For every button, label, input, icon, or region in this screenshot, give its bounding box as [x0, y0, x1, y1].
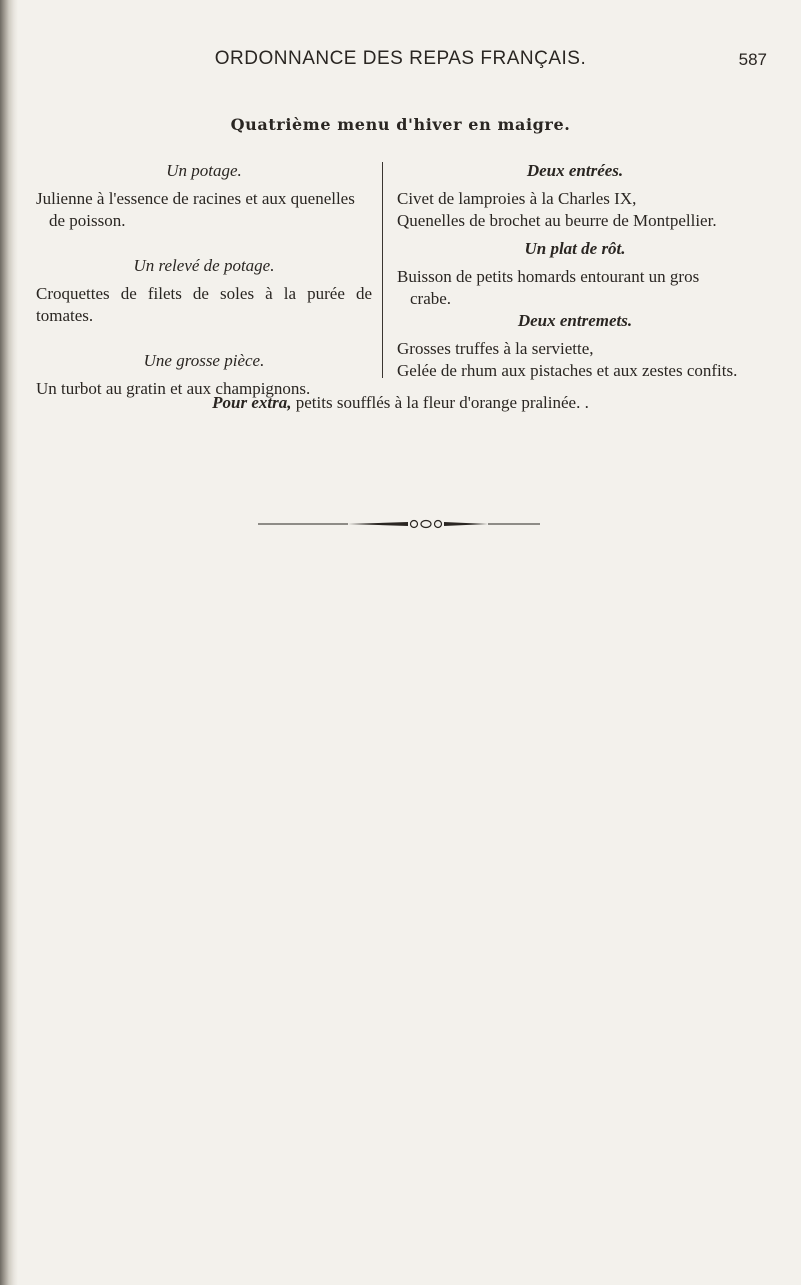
dish-potage [36, 188, 372, 232]
dish-releve [36, 283, 372, 327]
extra-note [0, 393, 801, 413]
section-heading-potage: Un potage. [166, 161, 242, 180]
dish-line: Quenelles de brochet au beurre de Montpellier. [397, 211, 717, 230]
section-heading-entremets: Deux entremets. [517, 311, 633, 330]
extra-lead: Pour extra, [212, 393, 292, 412]
binding-shadow [0, 0, 18, 1285]
menu-title: Quatrième menu d'hiver en maigre. [230, 115, 571, 134]
menu-left-column [36, 160, 372, 400]
dish-line: Gelée de rhum aux pistaches et aux zestes confits. [397, 361, 738, 380]
dish-line: Un turbot au gratin et aux champignons. [36, 379, 311, 398]
ornament-rule-icon [258, 517, 540, 531]
running-head: ORDONNANCE DES REPAS FRANÇAIS. [214, 48, 587, 69]
section-heading-entrees: Deux entrées. [526, 161, 624, 180]
section-heading-rot: Un plat de rôt. [524, 239, 626, 258]
dish-entremets [397, 338, 753, 382]
dish-line: Buisson de petits homards entourant un gros [397, 267, 700, 286]
page-number: 587 [738, 50, 767, 69]
section-heading-grosse-piece: Une grosse pièce. [143, 351, 265, 370]
dish-line: Grosses truffes à la serviette, [397, 339, 594, 358]
dish-line: Civet de lamproies à la Charles IX, [397, 189, 637, 208]
dish-rot [397, 266, 753, 310]
dish-line: Croquettes de filets de soles à la purée de tomates. [36, 284, 372, 325]
column-divider [382, 162, 383, 378]
dish-line: de poisson. [49, 211, 126, 230]
menu-right-column [397, 160, 753, 382]
dish-entrees [397, 188, 753, 232]
dish-line: crabe. [410, 289, 452, 308]
dish-line: Julienne à l'essence de racines et aux quenelles [36, 189, 355, 208]
section-heading-releve: Un relevé de potage. [133, 256, 275, 275]
extra-text: petits soufflés à la fleur d'orange pralinée. . [291, 393, 589, 412]
page-header [0, 48, 801, 78]
